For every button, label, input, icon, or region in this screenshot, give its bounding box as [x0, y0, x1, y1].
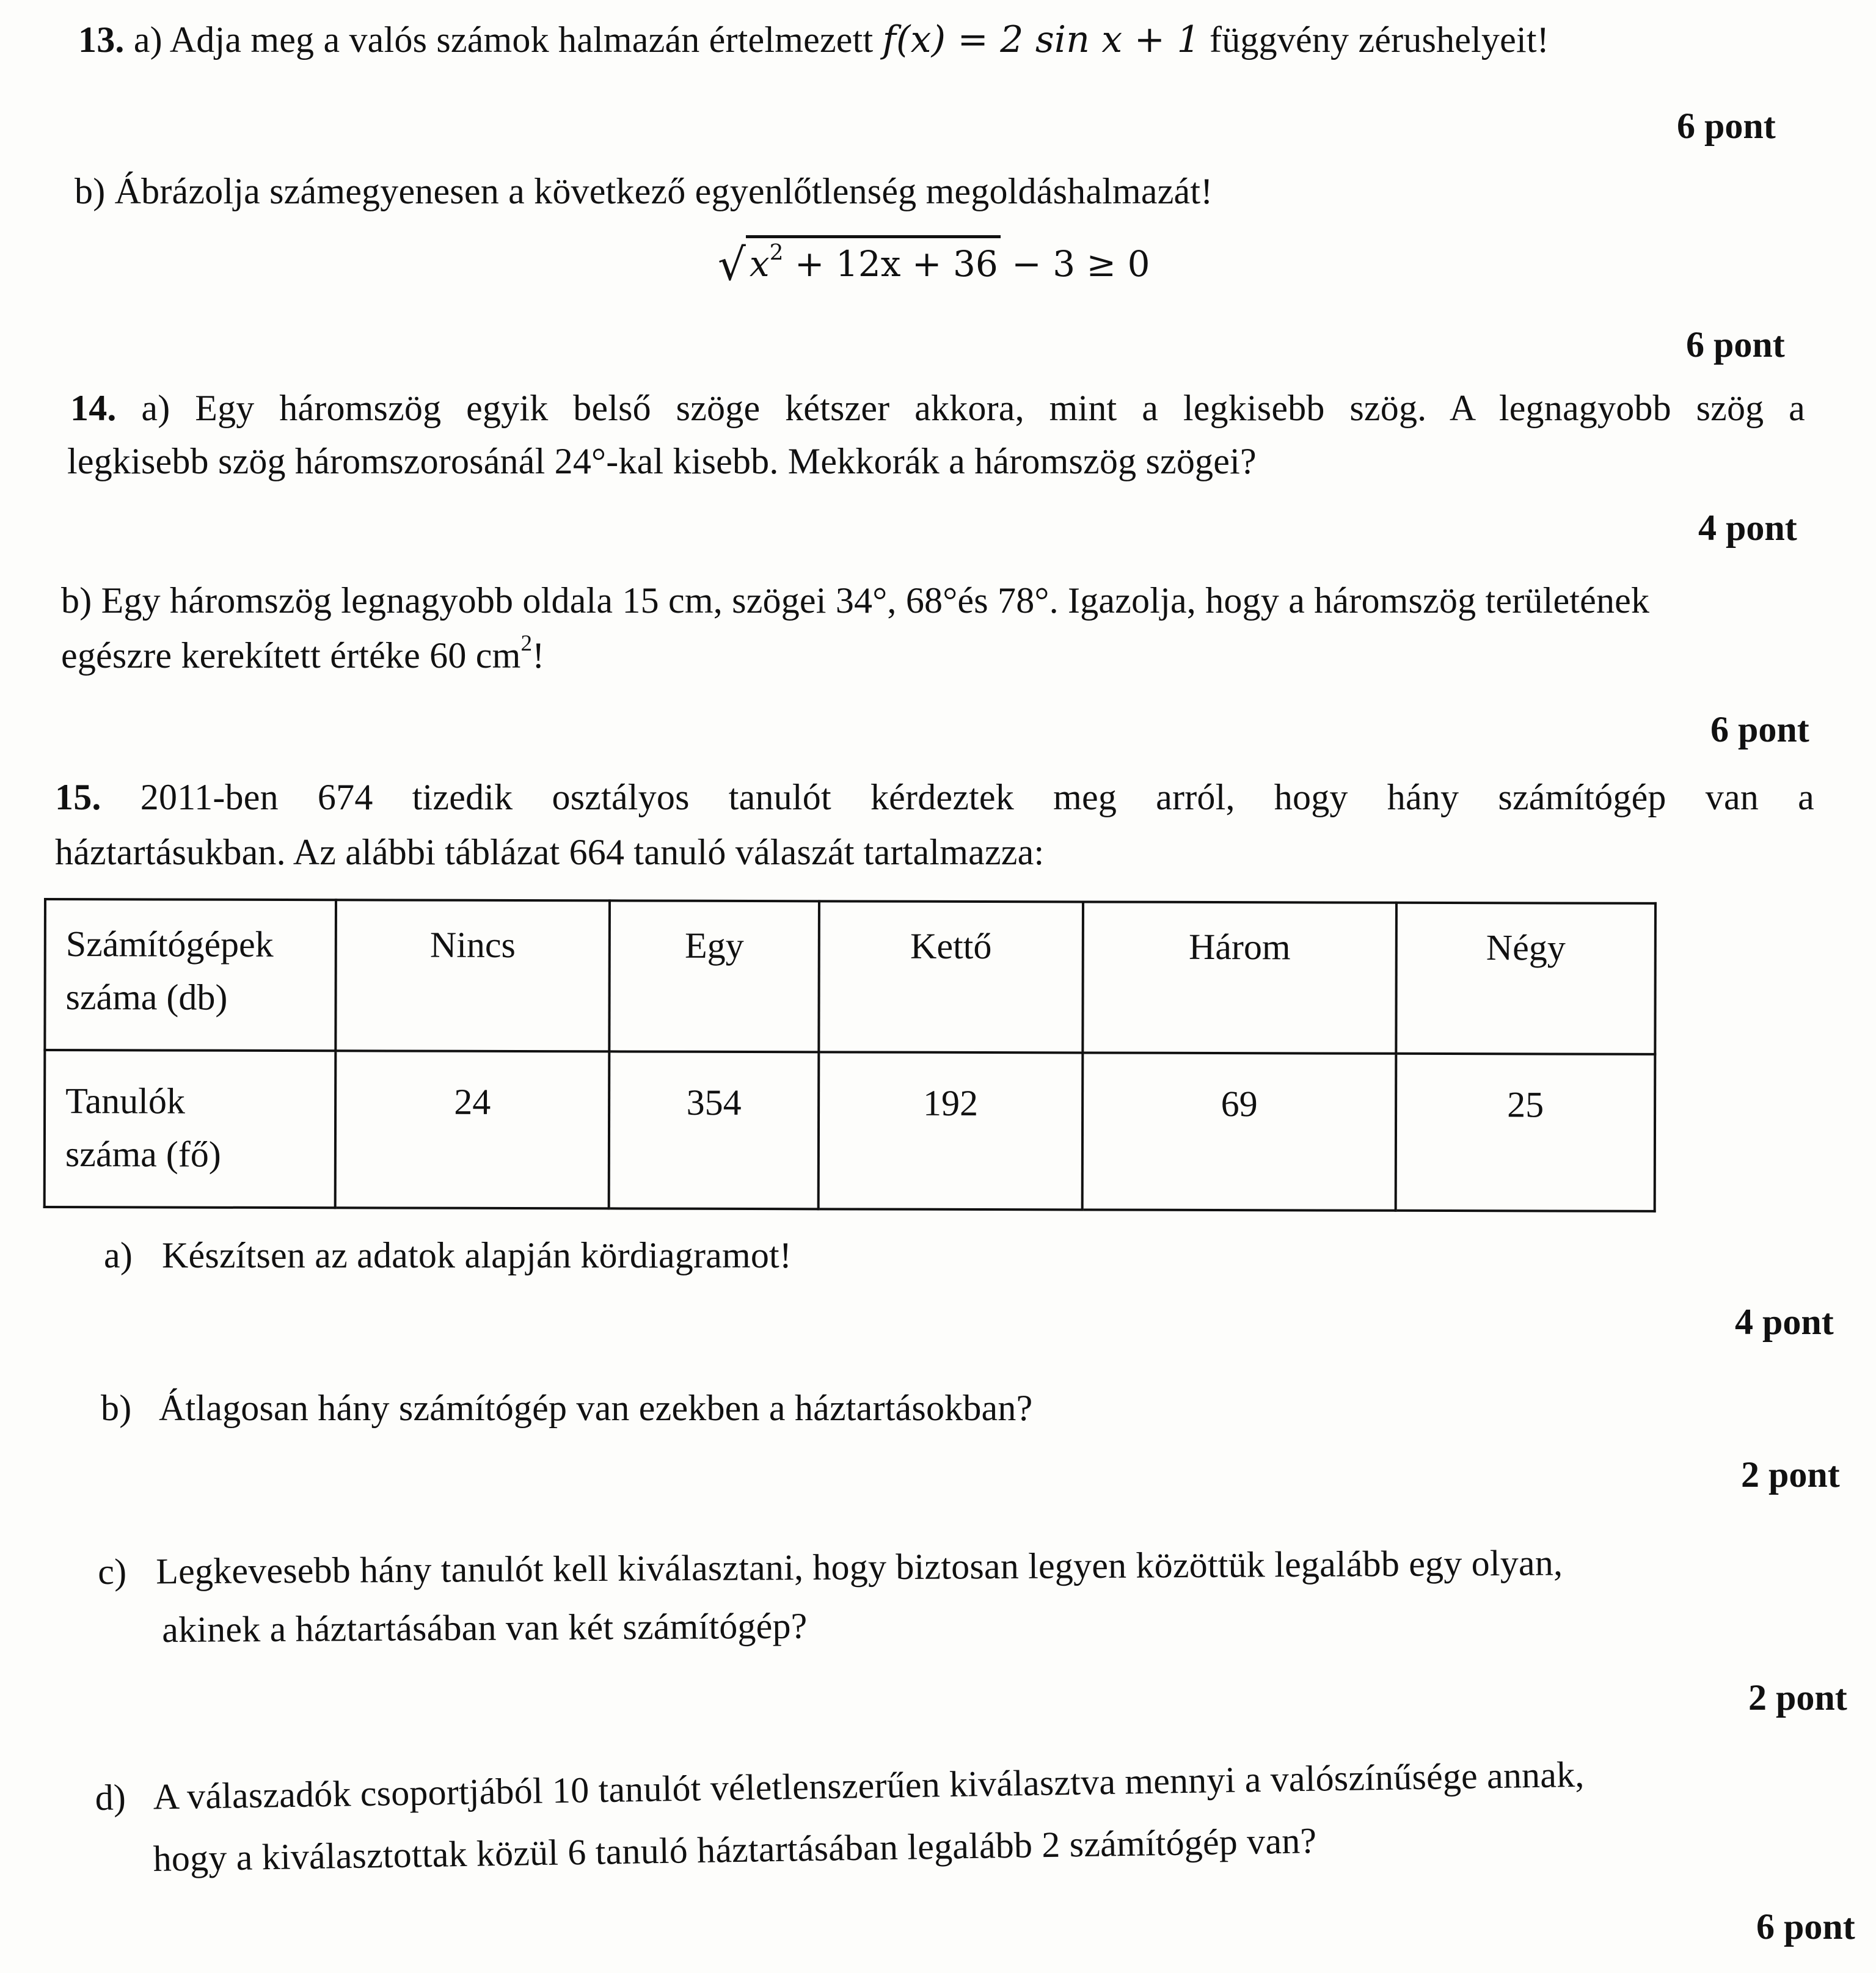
inequality-formula: √ $x^2 + 12x + 36 - 3 \ge 0$: [718, 235, 1150, 290]
column-header: Három: [1082, 902, 1396, 1053]
table-cell: 24: [335, 1051, 610, 1208]
function-formula: f(x) = 2 sin x + 1: [882, 18, 1200, 61]
column-header: Nincs: [335, 900, 610, 1051]
problem-number: 14.: [70, 388, 117, 428]
problem-15-intro-line-1: 15. 2011-ben 674 tizedik osztályos tanulót kérdeztek meg arról, hogy hány számítógép van a: [55, 777, 1814, 817]
table-cell: 192: [819, 1052, 1083, 1209]
problem-number: 13.: [78, 20, 125, 60]
points-label: 6 pont: [1686, 324, 1785, 365]
part-label: d): [95, 1777, 126, 1818]
problem-14a-line-2: legkisebb szög háromszorosánál 24°-kal kisebb. Mekkorák a háromszög szögei?: [67, 441, 1257, 481]
points-label: 6 pont: [1677, 106, 1776, 146]
table-cell: 354: [609, 1051, 819, 1209]
problem-14a-line-1: 14. a) Egy háromszög egyik belső szöge kétszer akkora, mint a legkisebb szög. A legnagyobb szög a: [70, 388, 1805, 428]
row-header-students: Tanulók száma (fő): [45, 1050, 336, 1208]
sqrt-icon: √: [718, 239, 746, 290]
part-label: a): [133, 20, 162, 60]
table-row: [45, 899, 1655, 1054]
problem-number: 15.: [55, 777, 101, 817]
part-label: b): [75, 171, 106, 211]
points-label: 2 pont: [1741, 1454, 1840, 1495]
table-cell: 25: [1396, 1054, 1655, 1211]
survey-table: [43, 898, 1657, 1213]
part-label: c): [98, 1551, 127, 1592]
table-row: [45, 1050, 1655, 1211]
points-label: 4 pont: [1735, 1302, 1834, 1342]
problem-15c-line-2: akinek a háztartásában van két számítógép?: [162, 1605, 808, 1650]
part-label: b): [101, 1388, 132, 1428]
problem-15a-text: a) Készítsen az adatok alapján kördiagramot!: [104, 1229, 792, 1282]
sqrt-expression: √ $x^2 + 12x + 36$: [718, 235, 1001, 290]
problem-14b-line-1: b) Egy háromszög legnagyobb oldala 15 cm, szögei 34°, 68°és 78°. Igazolja, hogy a háromszög területének: [61, 580, 1650, 621]
problem-15d-line-1: d) A válaszadók csoportjából 10 tanulót véletlenszerűen kiválasztva mennyi a valószínűsége annak,: [95, 1748, 1585, 1825]
problem-15b-text: b) Átlagosan hány számítógép van ezekben a háztartásokban?: [101, 1382, 1032, 1435]
points-label: 6 pont: [1710, 709, 1809, 749]
problem-15d-line-2: hogy a kiválasztottak közül 6 tanuló háztartásában legalább 2 számítógép van?: [153, 1820, 1317, 1879]
part-label: a): [104, 1235, 133, 1275]
points-label: 6 pont: [1756, 1906, 1855, 1947]
points-label: 4 pont: [1698, 508, 1797, 548]
part-label: b): [61, 580, 92, 621]
part-label: a): [141, 388, 170, 428]
problem-15c-line-1: c) Legkevesebb hány tanulót kell kiválasztani, hogy biztosan legyen közöttük legalább egy olyan,: [98, 1534, 1857, 1599]
problem-15-intro-line-2: háztartásukban. Az alábbi táblázat 664 tanuló válaszát tartalmazza:: [55, 832, 1045, 872]
row-header-computers: Számítógépek száma (db): [45, 899, 336, 1051]
points-label: 2 pont: [1748, 1677, 1847, 1718]
column-header: Négy: [1396, 903, 1655, 1054]
table-cell: 69: [1082, 1052, 1396, 1210]
problem-13b-text: b) Ábrázolja számegyenesen a következő egyenlőtlenség megoldáshalmazát!: [75, 171, 1213, 211]
column-header: Kettő: [819, 901, 1083, 1052]
problem-13a-text: 13. a) Adja meg a valós számok halmazán értelmezett f(x) = 2 sin x + 1 függvény zérushelyeit!: [78, 18, 1549, 61]
problem-14b-line-2: egészre kerekített értéke 60 $cm^2$!: [61, 631, 545, 676]
column-header: Egy: [610, 900, 819, 1052]
